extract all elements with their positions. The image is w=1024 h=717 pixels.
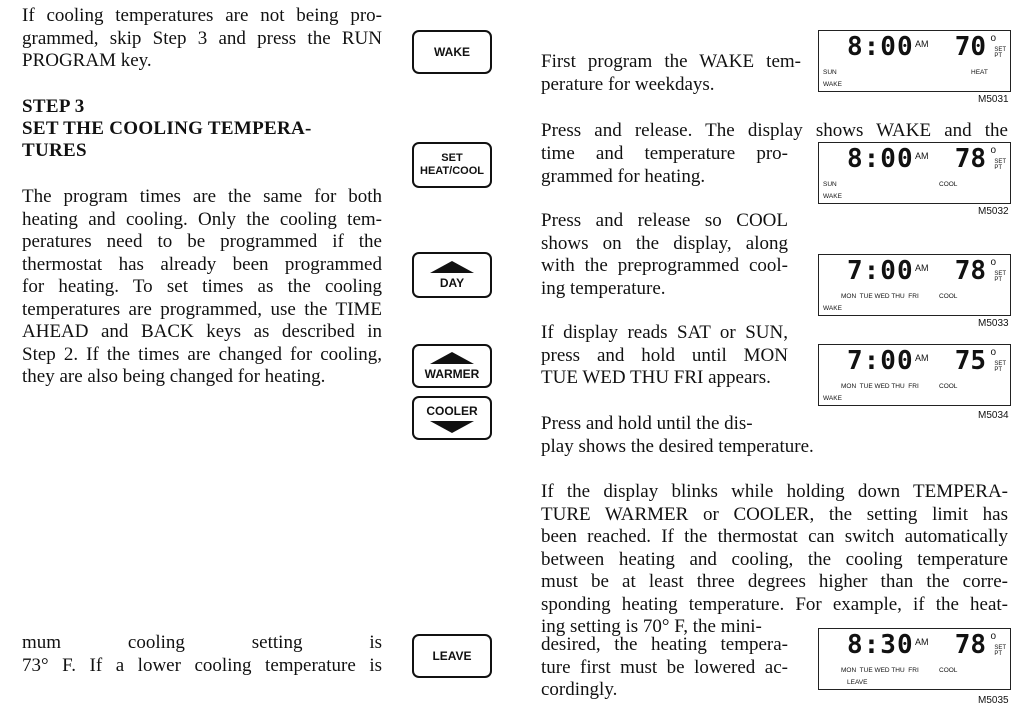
thermostat-display: 8:00 AM 70 o SET PT SUN HEAT WAKE [818,30,1011,92]
paragraph-press-release: time and temperature pro- grammed for heating. [541,143,788,187]
figure-code: M5034 [978,410,1009,421]
figure-code: M5035 [978,695,1009,706]
figure-code: M5031 [978,94,1009,105]
paragraph-press-release-line1: Press and release. The display shows WAKE and the [541,120,1008,141]
leave-key[interactable]: LEAVE [412,634,492,678]
figure-code: M5033 [978,318,1009,329]
paragraph-limit: If the display blinks while holding down TEMPERA- TURE WARMER or COOLER, the setting limit has been reached. If the thermostat can switch automatically between heating and cooling, the cooling temperature must be at least three degrees higher than the corre- sponding heating temperature. For example, if the heat- ing setting is 70° F, the mini- [541,481,1008,637]
up-arrow-icon [430,261,474,273]
paragraph-wake: First program the WAKE tem- perature for weekdays. [541,51,801,95]
step-body: The program times are the same for both heating and cooling. Only the cooling tem- peratures need to be programmed if the thermostat has already been programmed for heating. To set times as the cooling temperatures are programmed, use the TIME AHEAD and BACK keys as described in Step 2. If the times are changed for cooling, they are also being changed for heating. [22,186,382,387]
figure-code: M5032 [978,206,1009,217]
thermostat-display: 8:30 AM 78 o SET PT MON TUE WED THU FRI COOL LEAVE [818,628,1011,690]
step-heading: STEP 3 SET THE COOLING TEMPERA- TURES [22,96,312,161]
cooler-key[interactable]: COOLER [412,396,492,440]
thermostat-display: 7:00 AM 75 o SET PT MON TUE WED THU FRI COOL WAKE [818,344,1011,406]
warmer-key[interactable]: WARMER [412,344,492,388]
set-heat-cool-key[interactable]: SET HEAT/COOL [412,142,492,188]
paragraph-lower: desired, the heating tempera- ture first must be lowered ac- cordingly. [541,634,788,700]
up-arrow-icon [430,352,474,364]
day-key[interactable]: DAY [412,252,492,298]
paragraph-cool: Press and release so COOL shows on the display, along with the preprogrammed cool- ing temperature. [541,210,788,299]
paragraph-hold: Press and hold until the dis- play shows the desired temperature. [541,413,814,457]
thermostat-display: 7:00 AM 78 o SET PT MON TUE WED THU FRI COOL WAKE [818,254,1011,316]
thermostat-display: 8:00 AM 78 o SET PT SUN COOL WAKE [818,142,1011,204]
bottom-left-text: mum cooling setting is 73° F. If a lower cooling temperature is [22,632,382,676]
paragraph-day: If display reads SAT or SUN, press and hold until MON TUE WED THU FRI appears. [541,322,788,388]
down-arrow-icon [430,421,474,433]
wake-key[interactable]: WAKE [412,30,492,74]
intro-paragraph: If cooling temperatures are not being pro- grammed, skip Step 3 and press the RUN PROGRAM key. [22,5,382,71]
